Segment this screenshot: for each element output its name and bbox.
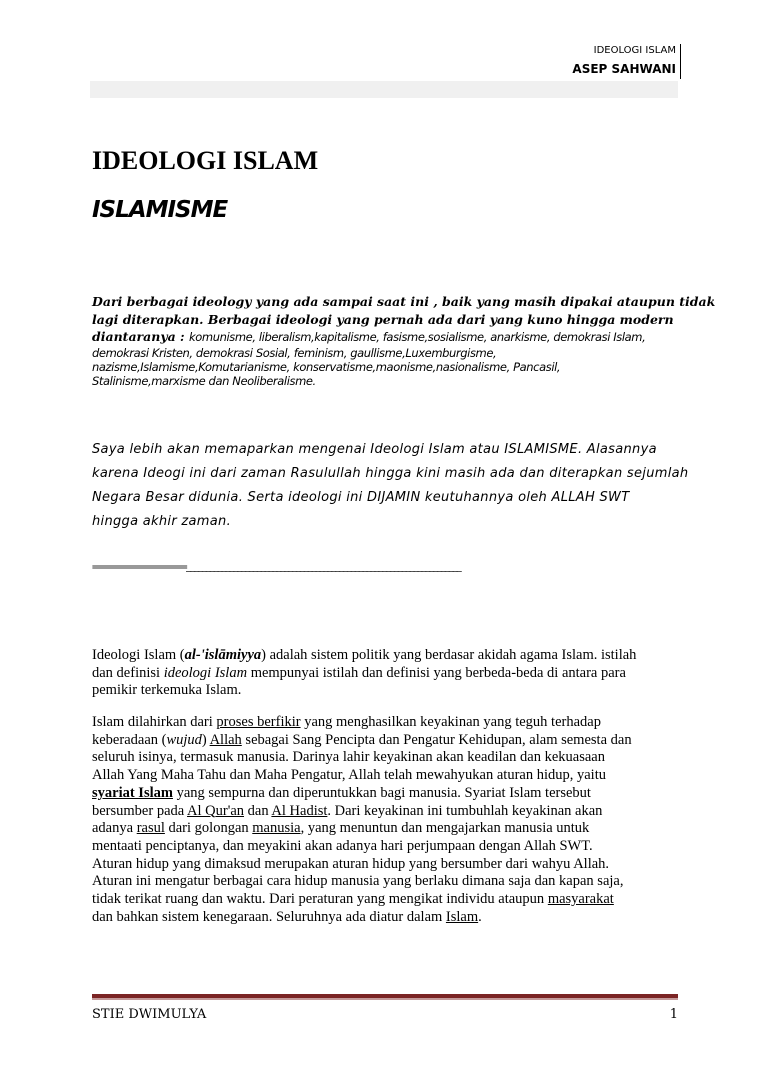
body-line [92, 714, 692, 732]
page-title: IDEOLOGI ISLAM [92, 146, 319, 175]
text-segment: keberadaan ( [92, 731, 167, 748]
body-line [92, 873, 692, 891]
text-segment: ) adalah sistem politik yang berdasar akidah agama Islam. istilah [261, 647, 637, 663]
body-line [92, 749, 692, 767]
link[interactable]: Al Hadist [271, 802, 328, 819]
intro-line: Dari berbagai ideology yang ada sampai saat ini , baik yang masih dipakai ataupun tidak [92, 294, 716, 309]
body-line [92, 785, 692, 803]
text-segment: yang menghasilkan keyakinan yang teguh terhadap [300, 714, 601, 730]
text-segment: Aturan ini mengatur berbagai cara hidup manusia yang berlaku dimana saja dan kapan saja, [92, 873, 624, 890]
text-segment: wujud [166, 731, 202, 748]
body-line [92, 891, 692, 909]
text-segment: tidak terikat ruang dan waktu. Dari peraturan yang mengikat individu ataupun [92, 891, 548, 908]
page-subtitle: ISLAMISME [92, 197, 228, 223]
body-line [92, 732, 692, 750]
page-number: 1 [669, 1007, 678, 1022]
text-segment: pemikir terkemuka Islam. [92, 682, 242, 699]
text-segment: ideologi Islam [163, 664, 248, 681]
link[interactable]: syariat Islam [92, 784, 173, 801]
text-segment: , yang menuntun dan mengajarkan manusia untuk [300, 820, 590, 837]
header-doc-title: IDEOLOGI ISLAM [593, 45, 676, 56]
link[interactable]: manusia [252, 820, 301, 837]
body-line [92, 767, 692, 785]
intro-line: lagi diterapkan. Berbagai ideologi yang pernah ada dari yang kuno hingga modern [92, 311, 674, 327]
header-divider [680, 44, 681, 79]
link[interactable]: masyarakat [547, 891, 614, 908]
statement-line: hingga akhir zaman. [92, 514, 232, 529]
body-line [92, 909, 692, 927]
link[interactable]: proses berfikir [216, 714, 301, 730]
body-line [92, 838, 692, 856]
body-line [92, 682, 692, 700]
text-segment: . [478, 908, 482, 925]
intro-lead: diantaranya : [92, 329, 190, 344]
text-segment: ) [201, 731, 210, 748]
text-segment: mempunyai istilah dan definisi yang berbeda-beda di antara para [247, 664, 626, 681]
link[interactable]: Allah [209, 731, 242, 748]
text-segment: Aturan hidup yang dimaksud merupakan aturan hidup yang bersumber dari wahyu Allah. [92, 855, 610, 872]
footer-org: STIE DWIMULYA [92, 1007, 207, 1022]
text-segment: Allah Yang Maha Tahu dan Maha Pengatur, Allah telah mewahyukan aturan hidup, yaitu [92, 767, 606, 784]
text-segment: dan [244, 802, 272, 819]
statement-paragraph [92, 438, 692, 534]
text-segment: yang sempurna dan diperuntukkan bagi manusia. Syariat Islam tersebut [172, 784, 591, 801]
body-paragraph-1 [92, 647, 692, 700]
text-segment: al-'islāmiyya [184, 647, 262, 663]
header-author: ASEP SAHWANI [572, 62, 676, 76]
text-segment: dan definisi [92, 664, 164, 681]
footer-rule [92, 994, 678, 1000]
body-line [92, 665, 692, 683]
ideology-list-line: Stalinisme,marxisme dan Neoliberalisme. [92, 373, 316, 388]
text-segment: dan bahkan sistem kenegaraan. Seluruhnya ada diatur dalam [92, 908, 446, 925]
body-line [92, 803, 692, 821]
body-line [92, 820, 692, 838]
text-segment: adanya [92, 820, 137, 837]
text-segment: dari golongan [164, 820, 253, 837]
text-segment: mentaati penciptanya, dan meyakini akan adanya hari perjumpaan dengan Allah SWT. [92, 837, 593, 854]
text-segment: seluruh isinya, termasuk manusia. Darinya lahir keyakinan akan keadilan dan kekuasaan [92, 749, 605, 766]
ideology-list-line: nazisme,Islamisme,Komutarianisme, konservatisme,maonisme,nasionalisme, Pancasil, [92, 359, 561, 374]
ideology-list-line: demokrasi Kristen, demokrasi Sosial, feminism, gaullisme,Luxemburgisme, [92, 345, 497, 360]
statement-line: Negara Besar didunia. Serta ideologi ini DIJAMIN keutuhannya oleh ALLAH SWT [92, 490, 630, 505]
header-band [90, 81, 678, 98]
statement-line: Saya lebih akan memaparkan mengenai Ideologi Islam atau ISLAMISME. Alasannya [92, 442, 657, 457]
statement-line: karena Ideogi ini dari zaman Rasulullah hingga kini masih ada dan diterapkan sejumlah [92, 466, 689, 481]
ideology-list-line: komunisme, liberalism,kapitalisme, fasisme,sosialisme, anarkisme, demokrasi Islam, [189, 330, 646, 344]
body-line [92, 647, 692, 665]
text-segment: sebagai Sang Pencipta dan Pengatur Kehidupan, alam semesta dan [241, 731, 632, 748]
separator-line: ========================______________________________________________________________________ [92, 563, 461, 573]
link[interactable]: Al Qur'an [187, 802, 245, 819]
intro-paragraph [92, 293, 716, 388]
text-segment: bersumber pada [92, 802, 188, 819]
text-segment: Islam dilahirkan dari [92, 714, 217, 730]
text-segment: Ideologi Islam ( [92, 647, 185, 663]
text-segment: . Dari keyakinan ini tumbuhlah keyakinan akan [327, 802, 603, 819]
body-line [92, 856, 692, 874]
body-paragraph-2 [92, 714, 692, 926]
link[interactable]: rasul [136, 820, 165, 837]
link[interactable]: Islam [445, 908, 479, 925]
